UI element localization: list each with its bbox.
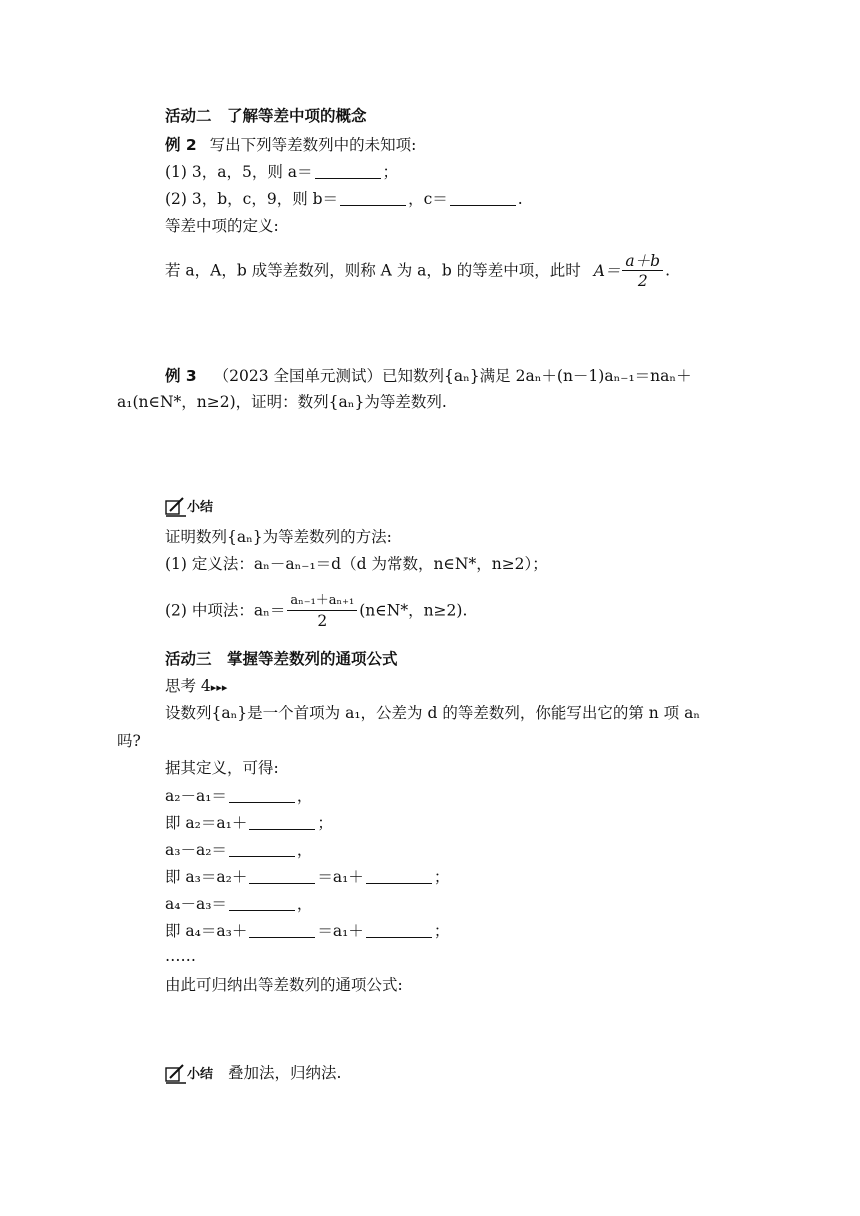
ellipsis: …… [165, 947, 196, 965]
answer-blank[interactable] [450, 191, 516, 206]
think4-label: 思考 4 [165, 677, 211, 695]
example3-line1: 例 3 （2023 全国单元测试）已知数列{aₙ}满足 2aₙ＋(n－1)aₙ₋₁＝naₙ＋ [165, 367, 692, 385]
summary1-intro: 证明数列{aₙ}为等差数列的方法: [165, 528, 392, 546]
answer-blank[interactable] [229, 896, 295, 911]
example2-line2: (2) 3，b，c，9，则 b＝ ，c＝ . [165, 190, 523, 208]
example3-source: （2023 全国单元测试） [213, 367, 382, 385]
definition-title: 等差中项的定义: [165, 217, 279, 235]
example3-label: 例 3 [165, 367, 197, 385]
middle-term-fraction: $\frac{\text{aₙ₋₁＋aₙ₊₁}}{2}$ [287, 592, 357, 631]
summary1-tag-label: 小结 [187, 500, 214, 515]
summary2-text: 叠加法，归纳法. [227, 1064, 342, 1082]
activity3-title: 活动三 掌握等差数列的通项公式 [165, 650, 398, 668]
summary2 [165, 1063, 341, 1085]
pencil-note-icon [165, 497, 187, 517]
derive-step5: a₄－a₃＝ ， [165, 895, 313, 913]
answer-blank[interactable] [229, 842, 295, 857]
answer-blank[interactable] [229, 788, 295, 803]
question-line2: 吗? [117, 732, 141, 750]
think4-header [165, 676, 227, 698]
example3-line2: a₁(n∈N*，n≥2)，证明：数列{aₙ}为等差数列. [117, 393, 447, 411]
summary1-method1: (1) 定义法：aₙ－aₙ₋₁＝d（d 为常数，n∈N*，n≥2）； [165, 555, 548, 573]
example2-label: 例 2 [165, 136, 197, 154]
conclusion-text: 由此可归纳出等差数列的通项公式: [165, 976, 403, 994]
summary2-tag-label: 小结 [187, 1067, 214, 1082]
derive-step6: 即 a₄＝a₃＋ ＝a₁＋ ； [165, 922, 450, 940]
mean-fraction: $\frac{a+b}{2}$ [622, 252, 663, 291]
summary1-tag [165, 496, 213, 518]
definition-text: 若 a，A，b 成等差数列，则称 A 为 a，b 的等差中项，此时 A＝ $\frac{a+b}{2}$ . [165, 252, 671, 290]
answer-blank[interactable] [315, 164, 381, 179]
example2-prompt: 写出下列等差数列中的未知项: [209, 136, 417, 154]
answer-blank[interactable] [249, 815, 315, 830]
derive-step3: a₃－a₂＝ ， [165, 841, 313, 859]
derive-step1: a₂－a₁＝ ， [165, 787, 313, 805]
activity2-title: 活动二 了解等差中项的概念 [165, 107, 367, 125]
arrow-icons: ▸▸▸ [210, 681, 228, 694]
answer-blank[interactable] [249, 869, 315, 884]
answer-blank[interactable] [366, 923, 432, 938]
answer-blank[interactable] [340, 191, 406, 206]
question-line1: 设数列{aₙ}是一个首项为 a₁，公差为 d 的等差数列，你能写出它的第 n 项 aₙ [165, 704, 701, 722]
answer-blank[interactable] [366, 869, 432, 884]
derive-intro: 据其定义，可得: [165, 759, 279, 777]
derive-step4: 即 a₃＝a₂＋ ＝a₁＋ ； [165, 868, 450, 886]
answer-blank[interactable] [249, 923, 315, 938]
example2-line1: (1) 3，a，5，则 a＝ ； [165, 163, 399, 181]
pencil-note-icon [165, 1064, 187, 1084]
example2-header [165, 135, 416, 155]
derive-step2: 即 a₂＝a₁＋ ； [165, 814, 333, 832]
summary1-method2: (2) 中项法：aₙ＝ $\frac{\text{aₙ₋₁＋aₙ₊₁}}{2}$ (n∈N*，n≥2). [165, 593, 468, 630]
